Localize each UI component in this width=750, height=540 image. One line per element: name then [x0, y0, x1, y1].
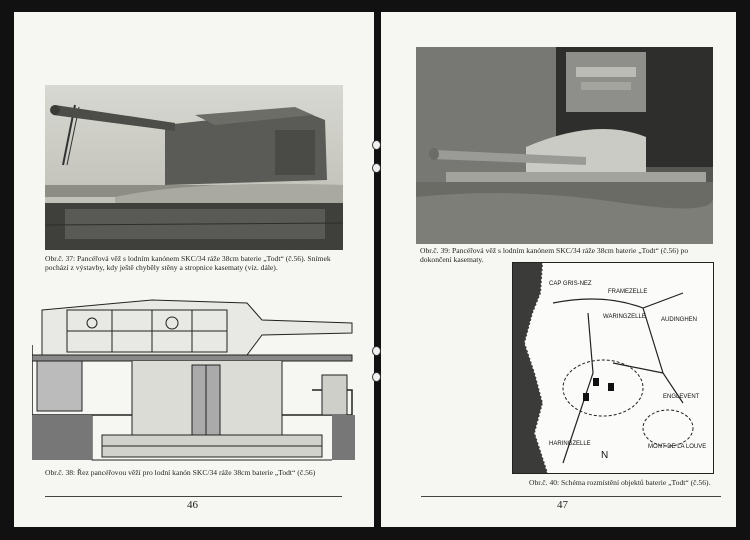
map-label-englevent: ENGLEVENT: [663, 394, 700, 400]
map-label-framezelle: FRAMEZELLE: [608, 289, 648, 295]
binding-hole: [372, 140, 381, 150]
binding-hole: [372, 372, 381, 382]
page-number: 47: [557, 499, 568, 511]
binding-hole: [372, 346, 381, 356]
footer-rule: [421, 496, 721, 497]
figure37-caption: Obr.č. 37: Pancéřová věž s lodním kanónem SKC/34 ráže 38cm baterie „Todt“ (č.56). Snímek pochází z výstavby, kdy ještě chyběly stěny a stropnice kasematy (viz. dále).: [45, 254, 331, 272]
figure40-map: [512, 262, 714, 474]
binding-hole: [372, 163, 381, 173]
left-page: [14, 12, 374, 527]
figure38-drawing: [32, 295, 355, 465]
map-label-north: N: [601, 450, 609, 461]
footer-rule: [45, 496, 342, 497]
figure40-caption: Obr.č. 40: Schéma rozmístění objektů baterie „Todt“ (č.56).: [529, 478, 711, 487]
figure39-caption: Obr.č. 39: Pancéřová věž s lodním kanónem SKC/34 ráže 38cm baterie „Todt“ (č.56) po dokončení kasematy.: [420, 246, 689, 264]
map-label-cap: CAP GRIS-NEZ: [549, 281, 592, 287]
figure39-photo: [416, 47, 713, 244]
map-label-waringzelle: WARINGZELLE: [603, 314, 646, 320]
figure37-photo: [45, 85, 343, 250]
figure38-caption: Obr.č. 38: Řez pancéřovou věží pro lodní kanón SKC/34 ráže 38cm baterie „Todt“ (č.56): [45, 468, 316, 477]
page-number: 46: [187, 499, 198, 511]
map-label-mont: MONT DE LA LOUVE: [648, 444, 707, 450]
map-label-haringzelle: HARINGZELLE: [549, 441, 591, 447]
map-label-audinghen: AUDINGHEN: [661, 317, 698, 323]
right-page: [381, 12, 736, 527]
